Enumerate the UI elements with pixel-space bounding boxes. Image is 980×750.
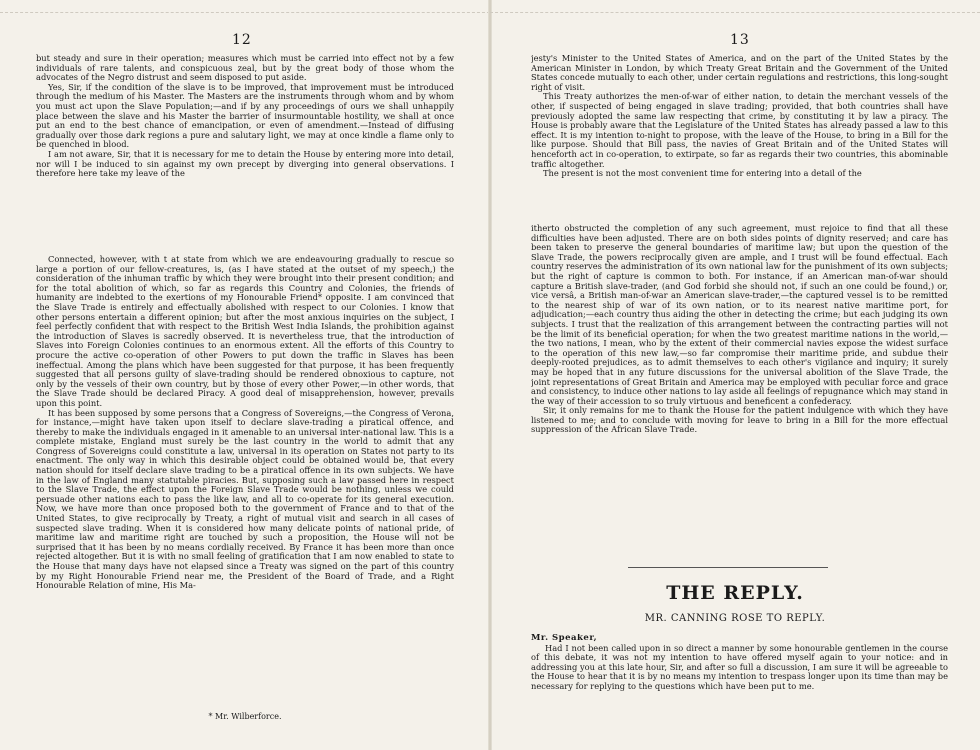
paragraph: Yes, Sir, if the condition of the slave is to be improved, that improvement must be introduced through the medium of his Master. The Masters are the instruments through whom and by whom you must act upon the Slave Population;—and if by any proceedings of ours we shall unhappily place between the slave and his Master the barrier of insurmountable hostility, we shall at once put an end to the best chance of emancipation, or even of amendment.—Instead of diffusing gradually over those dark regions a pure and salutary light, we may at once kindle a flame only to be quenched in blood.: [36, 81, 454, 150]
page-top-rule: [490, 12, 980, 13]
paragraph: Connected, however, with t at state from which we are endeavouring gradually to rescue so large a portion of our fellow-creatures, is, (as I have stated at the outset of my speech,) the consideration of the inhuman traffic by which they were brought into their present condition; and for the total abolition of which, so far as regards this Country and Colonies, the friends of humanity are indebted to the exertions of my Honourable Friend* opposite. I am convinced that the Slave Trade is entirely and effectually abolished with respect to our Colonies. I know that other persons entertain a different opinion; but after the most anxious inquiries on the subject, I feel perfectly confident that with respect to the British West India Islands, the prohibition against the introduction of Slaves is sacredly observed. It is nevertheless true, that the introduction of Slaves into Foreign Colonies continues to an enormous extent. All the efforts of this Country to procure the active co-operation of other Powers to put down the traffic in Slaves has been ineffectual. Among the plans which have been suggested for that purpose, it has been frequently suggested that all persons guilty of slave-trading should be rendered obnoxious to capture, not only by the vessels of their own country, but by those of every other Power,—in other words, that the Slave Trade should be declared Piracy. A good deal of misapprehension, however, prevails upon this point.: [36, 255, 454, 408]
paragraph: itherto obstructed the completion of any such agreement, must rejoice to find that all these difficulties have been adjusted. There are on both sides points of dignity reserved; and care has been taken to preserve the general boundaries of maritime law; but upon the question of the Slave Trade, the powers reciprocally given are ample, and I trust will be found effectual. Each country reserves the administration of its own national law for the punishment of its own subjects; but the right of capture is common to both. For instance, if an American man-of-war should capture a British slave-trader, (and God forbid she should not, if such an one could be found,) or, vice versâ, a British man-of-war an American slave-trader,—the captured vessel is to be remitted to the nearest ship of war of its own nation, or to its nearest native maritime port, for adjudication;—each country thus aiding the other in detecting the crime; but each judging its own subjects. I trust that the realization of this arrangement between the contracting parties will not be the limit of its beneficial operation; for when the two greatest maritime nations in the world,—the two nations, I mean, who by the extent of their commercial navies expose the widest surface to the operation of this new law,—so far compromise their maritime pride, and subdue their deeply-rooted prejudices, as to admit themselves to each other's vigilance and inquiry; it surely may be hoped that in any future discussions for the universal abolition of the Slave Trade, the joint representations of Great Britain and America may be employed with peculiar force and grace and consistency, to induce other nations to lay aside all feelings of repugnance which may stand in the way of their accession to so truly virtuous and beneficent a confederacy.: [531, 224, 948, 406]
page-top-rule: [0, 12, 490, 13]
section-divider: [628, 567, 828, 568]
paragraph: It has been supposed by some persons that a Congress of Sovereigns,—the Congress of Verona, for instance,—might have taken upon itself to declare slave-trading a piratical offence, and thereby to make the individuals engaged in it amenable to an universal inter-national law. This is a complete mistake, England must surely be the last country in the world to admit that any Congress of Sovereigns could constitute a law, universal in its operation on States not party to its enactment. The only way in which this desirable object could be obtained would be, that every nation should for itself declare slave trading to be a piratical offence in its own subjects. We have in the law of England many statutable piracies. But, supposing such a law passed here in respect to the Slave Trade, the effect upon the Foreign Slave Trade would be nothing, unless we could persuade other nations each to pass the like law, and all to co-operate for its general execution. Now, we have more than once proposed both to the government of France and to that of the United States, to give reciprocally by Treaty, a right of mutual visit and search in all cases of suspected slave trading. When it is considered how many delicate points of national pride, of maritime law and maritime right are touched by such a proposition, the House will not be surprised that it has been by no means cordially received. By France it has been more than once rejected altogether. But it is with no small feeling of gratification that I am now enabled to state to the House that many days have not elapsed since a Treaty was signed on the part of this country by my Right Honourable Friend near me, the President of the Board of Trade, and a Right Honourable Relation of mine, His Ma-: [36, 407, 454, 591]
paragraph: but steady and sure in their operation; measures which must be carried into effect not by a few individuals of rare talents, and conspicuous zeal, but by the great body of those whom the advocates of the Negro distrust and seem disposed to put aside.: [36, 54, 454, 83]
reply-body: [531, 634, 948, 724]
reply-heading: THE REPLY.: [666, 582, 804, 604]
paragraph: Sir, it only remains for me to thank the House for the patient indulgence with which they have listened to me; and to conclude with moving for leave to bring in a Bill for the more effectual suppression of the African Slave Trade.: [531, 405, 948, 435]
speaker-address: Mr. Speaker,: [531, 634, 598, 643]
footnote: * Mr. Wilberforce.: [208, 712, 282, 721]
right-page: [490, 0, 980, 750]
paragraph: The present is not the most convenient time for entering into a detail of the: [543, 168, 862, 179]
page-number-right: 13: [730, 32, 750, 48]
right-bottom-text-block: [531, 224, 948, 542]
right-top-text-block: [531, 54, 948, 219]
reply-subheading: MR. CANNING ROSE TO REPLY.: [644, 613, 826, 624]
left-bottom-text-block: [36, 255, 454, 695]
page-number-left: 12: [232, 32, 252, 48]
paragraph: This Treaty authorizes the men-of-war of either nation, to detain the merchant vessels of the other, if suspected of being engaged in slave trading; provided, that both countries shall have previously adopted the same law respecting that crime, by constituting it by law a piracy. The House is probably aware that the Legislature of the United States has already passed a law to this effect. It is my intention to-night to propose, with the leave of the House, to bring in a Bill for the like purpose. Should that Bill pass, the navies of Great Britain and of the United States will henceforth act in co-operation, to extirpate, so far as regards their two countries, this abominable traffic altogether.: [531, 91, 948, 169]
paragraph: jesty's Minister to the United States of America, and on the part of the United States by the American Minister in London, by which Treaty Great Britain and the Government of the United States concede mutually to each other, under certain regulations and restrictions, this long-sought right of visit.: [531, 54, 948, 92]
paragraph: Had I not been called upon in so direct a manner by some honourable gentlemen in the course of this debate, it was not my intention to have offered myself again to your notice: and in addressing you at this late hour, Sir, and after so full a discussion, I am sure it will be agreeable to the House to hear that it is by no means my intention to trespass longer upon its time than may be necessary for replying to the questions which have been put to me.: [531, 642, 948, 691]
left-top-text-block: [36, 54, 454, 229]
paragraph: I am not aware, Sir, that it is necessary for me to detain the House by entering more into detail, nor will I be induced to sin against my own precept by diverging into general observations. I therefore here take my leave of the: [36, 148, 454, 179]
